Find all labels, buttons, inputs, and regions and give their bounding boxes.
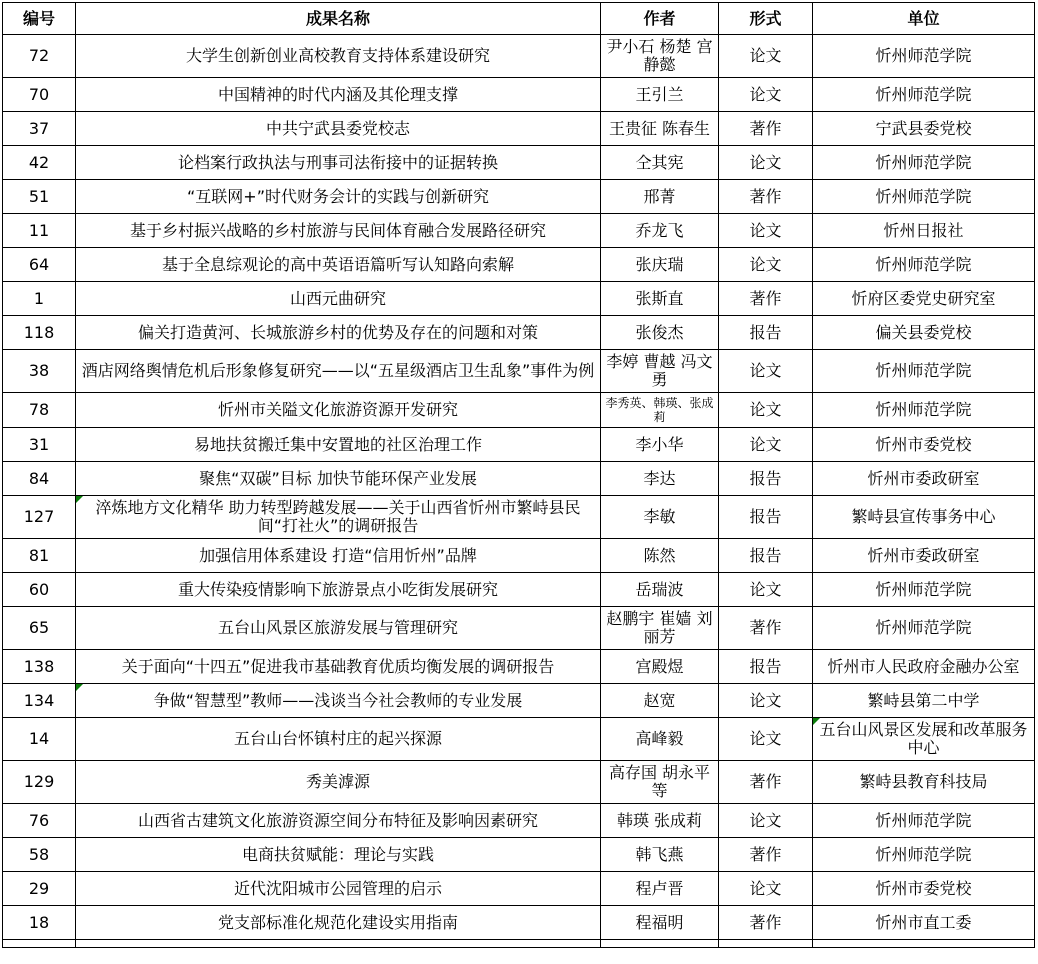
- cell-form[interactable]: 论文: [719, 393, 813, 428]
- table-row: [3, 248, 1035, 282]
- cell-form[interactable]: 报告: [719, 462, 813, 496]
- table-row: [3, 428, 1035, 462]
- cell-name[interactable]: 党支部标准化规范化建设实用指南: [76, 906, 601, 940]
- table-row: [3, 214, 1035, 248]
- table-row: [3, 607, 1035, 650]
- cell-author[interactable]: 李秀英、韩瑛、张成莉: [601, 393, 719, 428]
- cell-form[interactable]: 著作: [719, 112, 813, 146]
- cell-author[interactable]: 程卢晋: [601, 872, 719, 906]
- cell-author[interactable]: 仝其宪: [601, 146, 719, 180]
- cell-author[interactable]: 高峰毅: [601, 718, 719, 761]
- cell-form[interactable]: 报告: [719, 316, 813, 350]
- cell-form[interactable]: 论文: [719, 872, 813, 906]
- cell-form[interactable]: 报告: [719, 539, 813, 573]
- cell-id[interactable]: 42: [3, 146, 76, 180]
- table-row: [3, 718, 1035, 761]
- cell-unit[interactable]: 忻州师范学院: [813, 35, 1035, 78]
- cell-author[interactable]: 李小华: [601, 428, 719, 462]
- cell-unit[interactable]: 繁峙县第二中学: [813, 684, 1035, 718]
- table-row: [3, 804, 1035, 838]
- cell-unit[interactable]: 忻州市委党校: [813, 872, 1035, 906]
- table-row: [3, 573, 1035, 607]
- cell-id[interactable]: 65: [3, 607, 76, 650]
- cell-form[interactable]: 论文: [719, 804, 813, 838]
- cell-unit[interactable]: 忻州师范学院: [813, 248, 1035, 282]
- cell-unit[interactable]: 忻州师范学院: [813, 573, 1035, 607]
- cell-id[interactable]: 31: [3, 428, 76, 462]
- cell-author[interactable]: 韩飞燕: [601, 838, 719, 872]
- table-row: [3, 838, 1035, 872]
- cell-author[interactable]: 张俊杰: [601, 316, 719, 350]
- table-row: [3, 180, 1035, 214]
- cell-unit[interactable]: 五台山风景区发展和改革服务中心: [813, 718, 1035, 761]
- cell-unit[interactable]: 忻州师范学院: [813, 838, 1035, 872]
- partial-cell: [813, 940, 1035, 948]
- cell-author[interactable]: 韩瑛 张成莉: [601, 804, 719, 838]
- cell-unit[interactable]: 忻州市委政研室: [813, 462, 1035, 496]
- cell-unit[interactable]: 忻州市直工委: [813, 906, 1035, 940]
- cell-form[interactable]: 论文: [719, 428, 813, 462]
- cell-name[interactable]: 电商扶贫赋能：理论与实践: [76, 838, 601, 872]
- cell-unit[interactable]: 忻州市委政研室: [813, 539, 1035, 573]
- cell-author[interactable]: 程福明: [601, 906, 719, 940]
- cell-unit[interactable]: 宁武县委党校: [813, 112, 1035, 146]
- cell-unit[interactable]: 偏关县委党校: [813, 316, 1035, 350]
- cell-id[interactable]: 11: [3, 214, 76, 248]
- cell-form[interactable]: 论文: [719, 78, 813, 112]
- cell-author[interactable]: 李婷 曹越 冯文勇: [601, 350, 719, 393]
- cell-author[interactable]: 邢菁: [601, 180, 719, 214]
- cell-author[interactable]: 岳瑞波: [601, 573, 719, 607]
- cell-name[interactable]: “互联网+”时代财务会计的实践与创新研究: [76, 180, 601, 214]
- column-header-unit[interactable]: 单位: [813, 3, 1035, 35]
- cell-name[interactable]: 酒店网络舆情危机后形象修复研究——以“五星级酒店卫生乱象”事件为例: [76, 350, 601, 393]
- cell-form[interactable]: 论文: [719, 214, 813, 248]
- cell-form[interactable]: 论文: [719, 248, 813, 282]
- cell-id[interactable]: 138: [3, 650, 76, 684]
- cell-author[interactable]: 王贵征 陈春生: [601, 112, 719, 146]
- cell-author[interactable]: 尹小石 杨楚 宫静懿: [601, 35, 719, 78]
- cell-author[interactable]: 李敏: [601, 496, 719, 539]
- cell-form[interactable]: 著作: [719, 282, 813, 316]
- table-row: [3, 78, 1035, 112]
- column-header-form[interactable]: 形式: [719, 3, 813, 35]
- cell-name[interactable]: 大学生创新创业高校教育支持体系建设研究: [76, 35, 601, 78]
- cell-name[interactable]: 偏关打造黄河、长城旅游乡村的优势及存在的问题和对策: [76, 316, 601, 350]
- cell-unit[interactable]: 忻州市委党校: [813, 428, 1035, 462]
- cell-author[interactable]: 赵鹏宇 崔嫱 刘丽芳: [601, 607, 719, 650]
- cell-author[interactable]: 陈然: [601, 539, 719, 573]
- cell-unit[interactable]: 忻州师范学院: [813, 180, 1035, 214]
- table-row: [3, 906, 1035, 940]
- table-row: [3, 872, 1035, 906]
- cell-unit[interactable]: 忻州师范学院: [813, 78, 1035, 112]
- cell-author[interactable]: 李达: [601, 462, 719, 496]
- cell-name[interactable]: 中国精神的时代内涵及其伦理支撑: [76, 78, 601, 112]
- cell-form[interactable]: 论文: [719, 718, 813, 761]
- cell-form[interactable]: 报告: [719, 650, 813, 684]
- table-row: [3, 684, 1035, 718]
- cell-form[interactable]: 论文: [719, 684, 813, 718]
- table-row: [3, 496, 1035, 539]
- cell-name[interactable]: 论档案行政执法与刑事司法衔接中的证据转换: [76, 146, 601, 180]
- cell-name[interactable]: 秀美滹源: [76, 761, 601, 804]
- cell-name[interactable]: 山西元曲研究: [76, 282, 601, 316]
- header-row: [3, 3, 1035, 35]
- cell-unit[interactable]: 忻州师范学院: [813, 393, 1035, 428]
- cell-id[interactable]: 129: [3, 761, 76, 804]
- cell-form[interactable]: 著作: [719, 906, 813, 940]
- cell-name[interactable]: 争做“智慧型”教师——浅谈当今社会教师的专业发展: [76, 684, 601, 718]
- cell-author[interactable]: 张庆瑞: [601, 248, 719, 282]
- cell-form[interactable]: 论文: [719, 573, 813, 607]
- cell-id[interactable]: 70: [3, 78, 76, 112]
- table-row: [3, 112, 1035, 146]
- cell-unit[interactable]: 忻州师范学院: [813, 350, 1035, 393]
- cell-unit[interactable]: 忻州市人民政府金融办公室: [813, 650, 1035, 684]
- table-header: [3, 3, 1035, 35]
- cell-form[interactable]: 报告: [719, 496, 813, 539]
- cell-id[interactable]: 78: [3, 393, 76, 428]
- table-row: [3, 650, 1035, 684]
- cell-author[interactable]: 高存国 胡永平 等: [601, 761, 719, 804]
- cell-unit[interactable]: 繁峙县宣传事务中心: [813, 496, 1035, 539]
- cell-id[interactable]: 64: [3, 248, 76, 282]
- cell-id[interactable]: 37: [3, 112, 76, 146]
- cell-name[interactable]: 基于乡村振兴战略的乡村旅游与民间体育融合发展路径研究: [76, 214, 601, 248]
- column-header-id[interactable]: 编号: [3, 3, 76, 35]
- cell-id[interactable]: 58: [3, 838, 76, 872]
- cell-form[interactable]: 论文: [719, 146, 813, 180]
- cell-id[interactable]: 51: [3, 180, 76, 214]
- cell-unit[interactable]: 忻州师范学院: [813, 804, 1035, 838]
- cell-author[interactable]: 王引兰: [601, 78, 719, 112]
- cell-id[interactable]: 14: [3, 718, 76, 761]
- cell-form[interactable]: 著作: [719, 180, 813, 214]
- cell-author[interactable]: 宫殿煜: [601, 650, 719, 684]
- cell-id[interactable]: 60: [3, 573, 76, 607]
- cell-id[interactable]: 118: [3, 316, 76, 350]
- cell-unit[interactable]: 忻州师范学院: [813, 607, 1035, 650]
- cell-id[interactable]: 29: [3, 872, 76, 906]
- cell-name[interactable]: 忻州市关隘文化旅游资源开发研究: [76, 393, 601, 428]
- cell-id[interactable]: 81: [3, 539, 76, 573]
- partial-cell: [601, 940, 719, 948]
- cell-name[interactable]: 加强信用体系建设 打造“信用忻州”品牌: [76, 539, 601, 573]
- cell-name[interactable]: 重大传染疫情影响下旅游景点小吃街发展研究: [76, 573, 601, 607]
- cell-flag-icon: [76, 496, 83, 503]
- cell-name[interactable]: 五台山风景区旅游发展与管理研究: [76, 607, 601, 650]
- cell-author[interactable]: 赵宽: [601, 684, 719, 718]
- cell-author[interactable]: 乔龙飞: [601, 214, 719, 248]
- cell-name[interactable]: 基于全息综观论的高中英语语篇听写认知路向索解: [76, 248, 601, 282]
- table-row: [3, 393, 1035, 428]
- cell-form[interactable]: 论文: [719, 350, 813, 393]
- cell-name[interactable]: 近代沈阳城市公园管理的启示: [76, 872, 601, 906]
- cell-id[interactable]: 18: [3, 906, 76, 940]
- table-row: [3, 35, 1035, 78]
- cell-name[interactable]: 山西省古建筑文化旅游资源空间分布特征及影响因素研究: [76, 804, 601, 838]
- cell-flag-icon: [813, 718, 820, 725]
- cell-name[interactable]: 聚焦“双碳”目标 加快节能环保产业发展: [76, 462, 601, 496]
- cell-name[interactable]: 易地扶贫搬迁集中安置地的社区治理工作: [76, 428, 601, 462]
- table-row: [3, 316, 1035, 350]
- cell-form[interactable]: 论文: [719, 35, 813, 78]
- table-row: [3, 350, 1035, 393]
- partial-cell: [3, 940, 76, 948]
- cell-name[interactable]: 五台山台怀镇村庄的起兴探源: [76, 718, 601, 761]
- table-row: [3, 282, 1035, 316]
- column-header-name[interactable]: 成果名称: [76, 3, 601, 35]
- cell-id[interactable]: 72: [3, 35, 76, 78]
- cell-author[interactable]: 张斯直: [601, 282, 719, 316]
- table-row: [3, 761, 1035, 804]
- cell-form[interactable]: 著作: [719, 761, 813, 804]
- cell-name[interactable]: 淬炼地方文化精华 助力转型跨越发展——关于山西省忻州市繁峙县民间“打社火”的调研报告: [76, 496, 601, 539]
- cell-unit[interactable]: 忻府区委党史研究室: [813, 282, 1035, 316]
- cell-id[interactable]: 134: [3, 684, 76, 718]
- cell-unit[interactable]: 忻州师范学院: [813, 146, 1035, 180]
- cell-flag-icon: [76, 684, 83, 691]
- partial-row: [3, 940, 1035, 948]
- cell-id[interactable]: 76: [3, 804, 76, 838]
- column-header-author[interactable]: 作者: [601, 3, 719, 35]
- cell-id[interactable]: 38: [3, 350, 76, 393]
- cell-unit[interactable]: 繁峙县教育科技局: [813, 761, 1035, 804]
- cell-name[interactable]: 关于面向“十四五”促进我市基础教育优质均衡发展的调研报告: [76, 650, 601, 684]
- cell-form[interactable]: 著作: [719, 838, 813, 872]
- table-row: [3, 462, 1035, 496]
- cell-name[interactable]: 中共宁武县委党校志: [76, 112, 601, 146]
- cell-form[interactable]: 著作: [719, 607, 813, 650]
- cell-id[interactable]: 127: [3, 496, 76, 539]
- results-table-body: [3, 35, 1035, 948]
- cell-unit[interactable]: 忻州日报社: [813, 214, 1035, 248]
- table-row: [3, 539, 1035, 573]
- cell-id[interactable]: 84: [3, 462, 76, 496]
- cell-id[interactable]: 1: [3, 282, 76, 316]
- partial-cell: [76, 940, 601, 948]
- table-row: [3, 146, 1035, 180]
- results-table: [2, 2, 1035, 948]
- partial-cell: [719, 940, 813, 948]
